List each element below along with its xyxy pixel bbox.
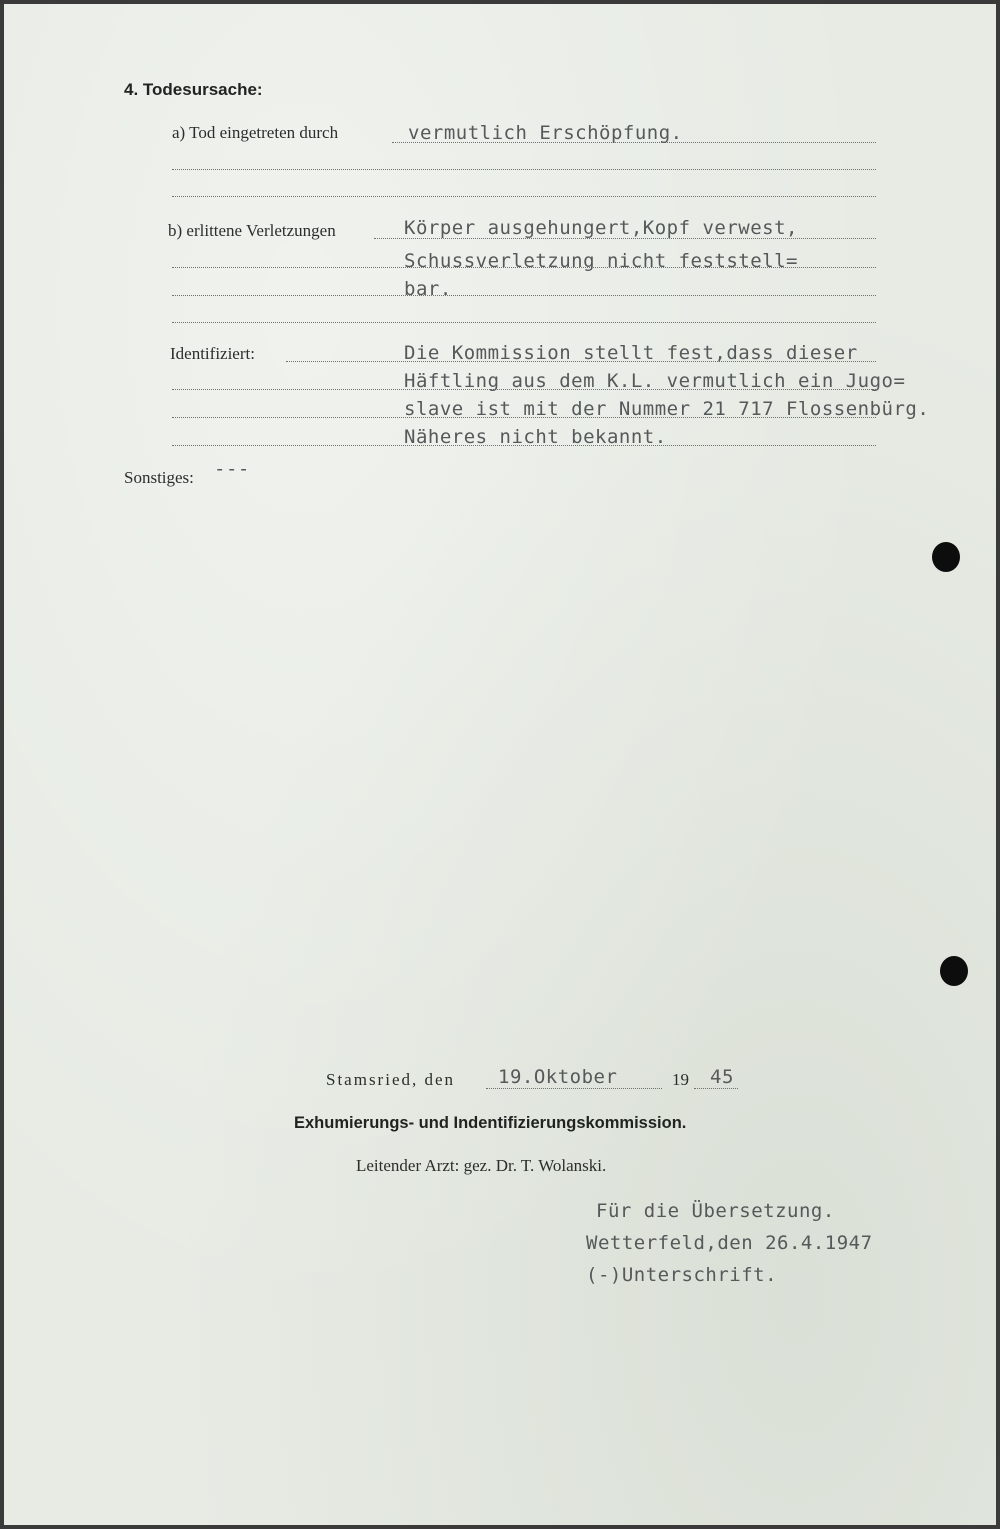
identified-line-3: slave ist mit der Nummer 21 717 Flossenbürg. <box>404 398 930 420</box>
dotted-line <box>172 322 876 323</box>
translation-line-1: Für die Übersetzung. <box>596 1200 835 1222</box>
date-typed: 19.Oktober <box>498 1066 618 1088</box>
injuries-line-3: bar. <box>404 278 452 300</box>
year-typed: 45 <box>710 1066 734 1088</box>
commission-name: Exhumierungs- und Indentifizierungskommission. <box>294 1114 687 1132</box>
identified-line-1: Die Kommission stellt fest,dass dieser <box>404 342 858 364</box>
injuries-line-2: Schussverletzung nicht feststell= <box>404 250 798 272</box>
cause-a-value: vermutlich Erschöpfung. <box>408 122 683 144</box>
injuries-line-1: Körper ausgehungert,Kopf verwest, <box>404 217 798 239</box>
section-heading: 4. Todesursache: <box>124 80 263 99</box>
other-label: Sonstiges: <box>124 468 194 487</box>
year-prefix: 19 <box>672 1070 689 1089</box>
identified-line-2: Häftling aus dem K.L. vermutlich ein Jugo= <box>404 370 906 392</box>
identified-line-4: Näheres nicht bekannt. <box>404 426 667 448</box>
cause-a-label: a) Tod eingetreten durch <box>172 123 339 142</box>
punch-hole-icon <box>940 956 968 986</box>
identified-label: Identifiziert: <box>170 344 255 363</box>
doctor-line: Leitender Arzt: gez. Dr. T. Wolanski. <box>356 1156 607 1175</box>
other-value: --- <box>214 458 250 480</box>
dotted-line <box>172 196 876 197</box>
punch-hole-icon <box>932 542 960 572</box>
dotted-line <box>172 295 876 296</box>
injuries-label: b) erlittene Verletzungen <box>168 221 336 240</box>
dotted-line <box>486 1088 662 1089</box>
translation-line-3: (-)Unterschrift. <box>586 1264 778 1286</box>
place-label: Stamsried, den <box>326 1070 456 1089</box>
dotted-line <box>694 1088 738 1089</box>
document-page <box>4 4 996 1525</box>
dotted-line <box>172 169 876 170</box>
translation-line-2: Wetterfeld,den 26.4.1947 <box>586 1232 873 1254</box>
